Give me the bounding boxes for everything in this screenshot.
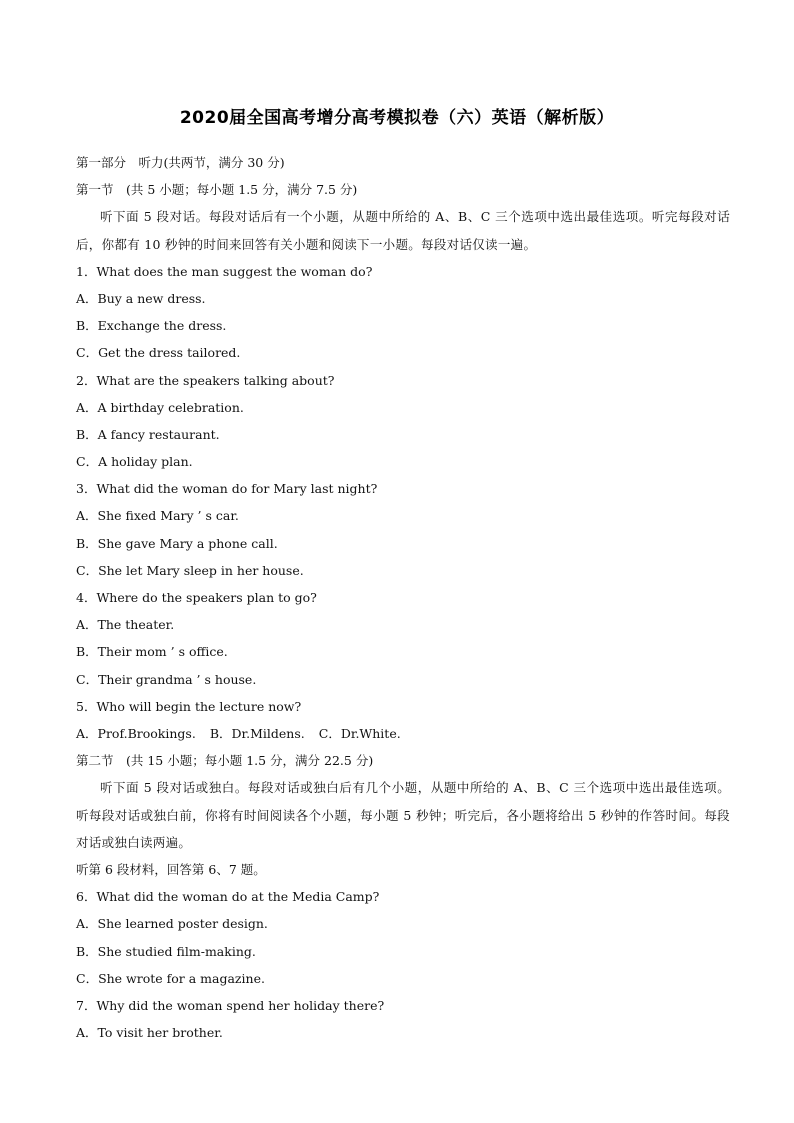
question-6-stem: 6．What did the woman do at the Media Camp? bbox=[76, 889, 380, 905]
question-3-stem: 3．What did the woman do for Mary last night? bbox=[76, 481, 378, 497]
section2-instructions: 听下面 5 段对话或独白。每段对话或独白后有几个小题，从题中所给的 A、B、C 三个选项中选出最佳选项。听每段对话或独白前，你将有时间阅读各个小题，每小题 5 秒钟；听完后，各小题将给出 5 秒钟的作答时间。每段对话或独白读两遍。 bbox=[76, 780, 730, 850]
question-7-option-a: A．To visit her brother. bbox=[76, 1025, 223, 1041]
question-3-option-b: B．She gave Mary a phone call. bbox=[76, 535, 278, 551]
part1-heading: 第一部分 听力(共两节，满分 30 分) bbox=[76, 155, 285, 170]
question-1-stem: 1．What does the man suggest the woman do? bbox=[76, 263, 373, 279]
question-3-option-c: C．She let Mary sleep in her house. bbox=[76, 562, 304, 578]
question-1-option-b: B．Exchange the dress. bbox=[76, 318, 227, 334]
question-5-option-b: B．Dr.Mildens. bbox=[209, 725, 305, 741]
question-5-option-c: C．Dr.White. bbox=[318, 725, 401, 741]
document-title: 2020届全国高考增分高考模拟卷（六）英语（解析版） bbox=[179, 108, 615, 128]
question-5-options bbox=[76, 720, 730, 747]
question-4-option-c: C．Their grandma ’ s house. bbox=[76, 671, 257, 687]
question-2-stem: 2．What are the speakers talking about? bbox=[76, 372, 335, 388]
question-4-option-a: A．The theater. bbox=[76, 617, 175, 633]
question-2-option-c: C．A holiday plan. bbox=[76, 454, 193, 470]
question-4-option-b: B．Their mom ’ s office. bbox=[76, 644, 228, 660]
question-6-option-a: A．She learned poster design. bbox=[76, 916, 268, 932]
question-2-option-b: B．A fancy restaurant. bbox=[76, 426, 220, 442]
question-7-stem: 7．Why did the woman spend her holiday there? bbox=[76, 997, 385, 1013]
question-4-stem: 4．Where do the speakers plan to go? bbox=[76, 590, 317, 606]
section1-heading: 第一节 (共 5 小题；每小题 1.5 分，满分 7.5 分) bbox=[76, 182, 358, 198]
question-2-option-a: A．A birthday celebration. bbox=[76, 399, 244, 415]
document-body bbox=[76, 149, 730, 1046]
question-1-option-c: C．Get the dress tailored. bbox=[76, 345, 241, 361]
section2-heading: 第二节 (共 15 小题；每小题 1.5 分，满分 22.5 分) bbox=[76, 753, 374, 769]
section1-instructions: 听下面 5 段对话。每段对话后有一个小题，从题中所给的 A、B、C 三个选项中选出最佳选项。听完每段对话后，你都有 10 秒钟的时间来回答有关小题和阅读下一小题。每段对话仅读一遍。 bbox=[76, 209, 730, 252]
question-5-stem: 5．Who will begin the lecture now? bbox=[76, 698, 302, 714]
question-6-option-c: C．She wrote for a magazine. bbox=[76, 970, 265, 986]
question-1-option-a: A．Buy a new dress. bbox=[76, 290, 206, 306]
question-5-option-a: A．Prof.Brookings. bbox=[76, 725, 196, 741]
material-6-heading: 听第 6 段材料，回答第 6、7 题。 bbox=[76, 861, 266, 877]
question-3-option-a: A．She fixed Mary ’ s car. bbox=[76, 508, 239, 524]
question-6-option-b: B．She studied film-making. bbox=[76, 943, 256, 959]
